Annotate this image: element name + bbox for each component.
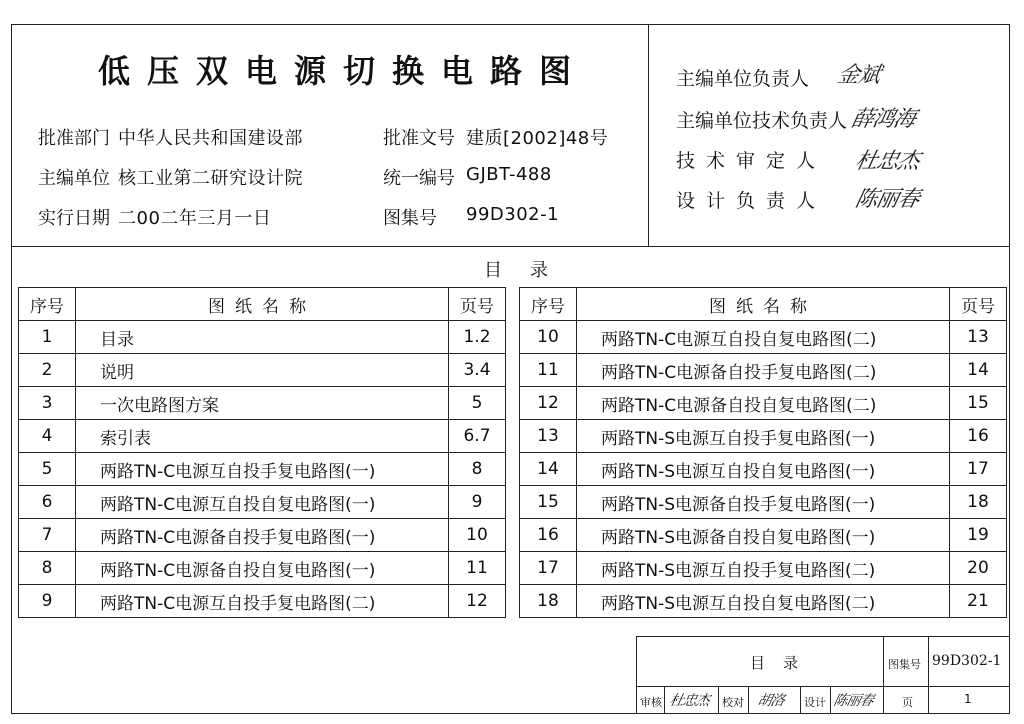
toc-row-page: 18 <box>950 486 1007 519</box>
toc-row-name: 两路TN-C电源备自投自复电路图(一) <box>76 552 449 585</box>
signature-tech: 薛鸿海 <box>848 107 918 132</box>
header-divider <box>11 246 1010 247</box>
table-row <box>520 552 1007 585</box>
approval-doc: 建质[2002]48号 <box>466 128 609 149</box>
title-block-vdivider-2 <box>928 636 929 714</box>
toc-header-page: 页号 <box>950 288 1007 321</box>
title-block-vdivider-6 <box>800 686 801 714</box>
toc-row-index: 11 <box>520 354 577 387</box>
document-title: 低压双电源切换电路图 <box>98 52 589 90</box>
approval-doc-label: 批准文号 <box>383 128 455 149</box>
toc-row-name: 两路TN-C电源互自投手复电路图(一) <box>76 453 449 486</box>
toc-row-page: 8 <box>449 453 506 486</box>
table-row <box>520 453 1007 486</box>
toc-row-index: 10 <box>520 321 577 354</box>
table-row <box>520 321 1007 354</box>
toc-header-row <box>19 288 506 321</box>
toc-row-name: 两路TN-S电源互自投手复电路图(一) <box>577 420 950 453</box>
toc-row-index: 6 <box>19 486 76 519</box>
toc-header-index: 序号 <box>520 288 577 321</box>
table-row <box>520 486 1007 519</box>
toc-row-index: 4 <box>19 420 76 453</box>
table-row <box>520 585 1007 618</box>
toc-row-name: 两路TN-C电源互自投手复电路图(二) <box>76 585 449 618</box>
toc-header-row <box>520 288 1007 321</box>
title-block-vdivider-4 <box>718 686 719 714</box>
toc-row-name: 两路TN-C电源互自投自复电路图(二) <box>577 321 950 354</box>
editor-unit-label: 主编单位 <box>38 168 110 189</box>
toc-row-index: 14 <box>520 453 577 486</box>
table-row <box>520 420 1007 453</box>
title-block-page-number: 1 <box>964 692 972 706</box>
table-row <box>520 519 1007 552</box>
toc-row-index: 2 <box>19 354 76 387</box>
toc-row-name: 目录 <box>76 321 449 354</box>
toc-title: 目录 <box>484 260 576 281</box>
toc-header-name: 图纸名称 <box>577 288 950 321</box>
toc-row-name: 两路TN-C电源备自投手复电路图(二) <box>577 354 950 387</box>
toc-row-page: 15 <box>950 387 1007 420</box>
toc-row-page: 10 <box>449 519 506 552</box>
title-block-design-signature: 陈丽春 <box>832 693 875 709</box>
toc-row-page: 17 <box>950 453 1007 486</box>
title-block-check-label: 校对 <box>722 696 744 709</box>
toc-row-index: 15 <box>520 486 577 519</box>
toc-row-name: 索引表 <box>76 420 449 453</box>
toc-row-name: 两路TN-S电源备自投手复电路图(一) <box>577 486 950 519</box>
toc-row-page: 21 <box>950 585 1007 618</box>
responsible-label-design: 设计负责人 <box>676 190 827 212</box>
toc-row-name: 两路TN-C电源备自投手复电路图(一) <box>76 519 449 552</box>
toc-header-name: 图纸名称 <box>76 288 449 321</box>
toc-row-name: 两路TN-S电源备自投自复电路图(一) <box>577 519 950 552</box>
toc-row-page: 11 <box>449 552 506 585</box>
title-block-divider <box>636 686 1010 687</box>
responsible-label-tech: 主编单位技术负责人 <box>676 110 848 132</box>
title-block-vdivider-5 <box>748 686 749 714</box>
toc-row-page: 9 <box>449 486 506 519</box>
toc-row-name: 说明 <box>76 354 449 387</box>
toc-row-name: 两路TN-S电源互自投自复电路图(一) <box>577 453 950 486</box>
toc-table-right <box>519 287 1007 618</box>
table-row <box>19 321 506 354</box>
responsible-label-chief: 主编单位负责人 <box>676 68 810 90</box>
toc-row-index: 18 <box>520 585 577 618</box>
atlas-number: 99D302-1 <box>466 204 560 225</box>
signature-review: 杜忠杰 <box>852 149 922 174</box>
serial-label: 统一编号 <box>383 168 455 189</box>
toc-row-page: 3.4 <box>449 354 506 387</box>
approval-dept-label: 批准部门 <box>38 128 110 149</box>
toc-row-index: 17 <box>520 552 577 585</box>
title-block-vdivider-3 <box>664 686 665 714</box>
toc-row-page: 16 <box>950 420 1007 453</box>
toc-row-index: 9 <box>19 585 76 618</box>
toc-row-name: 两路TN-S电源互自投自复电路图(二) <box>577 585 950 618</box>
toc-row-name: 两路TN-C电源备自投自复电路图(二) <box>577 387 950 420</box>
toc-row-name: 两路TN-C电源互自投自复电路图(一) <box>76 486 449 519</box>
approval-dept: 中华人民共和国建设部 <box>118 128 303 149</box>
toc-row-index: 5 <box>19 453 76 486</box>
table-row <box>19 453 506 486</box>
table-row <box>19 519 506 552</box>
toc-header-page: 页号 <box>449 288 506 321</box>
serial-number: GJBT-488 <box>466 164 552 185</box>
title-block-atlas-label: 图集号 <box>888 658 921 671</box>
toc-row-page: 12 <box>449 585 506 618</box>
table-row <box>520 354 1007 387</box>
title-block-check-signature: 胡洛 <box>756 693 786 709</box>
table-row <box>19 486 506 519</box>
toc-row-index: 3 <box>19 387 76 420</box>
signature-chief: 金斌 <box>834 63 883 88</box>
title-block-atlas-number: 99D302-1 <box>932 653 1002 669</box>
table-row <box>19 420 506 453</box>
editor-unit: 核工业第二研究设计院 <box>118 168 303 189</box>
toc-row-page: 13 <box>950 321 1007 354</box>
effective-date: 二00二年三月一日 <box>118 208 272 229</box>
toc-row-page: 14 <box>950 354 1007 387</box>
toc-row-page: 5 <box>449 387 506 420</box>
toc-row-index: 16 <box>520 519 577 552</box>
toc-row-page: 1.2 <box>449 321 506 354</box>
toc-row-index: 13 <box>520 420 577 453</box>
toc-row-name: 两路TN-S电源互自投手复电路图(二) <box>577 552 950 585</box>
toc-row-page: 20 <box>950 552 1007 585</box>
toc-row-name: 一次电路图方案 <box>76 387 449 420</box>
title-block-vdivider-1 <box>883 636 884 714</box>
atlas-label: 图集号 <box>383 208 437 229</box>
table-row <box>19 354 506 387</box>
toc-row-index: 7 <box>19 519 76 552</box>
toc-row-index: 8 <box>19 552 76 585</box>
title-block-page-label: 页 <box>902 696 913 709</box>
toc-left-body <box>19 321 506 618</box>
signature-design: 陈丽春 <box>852 187 922 212</box>
toc-header-index: 序号 <box>19 288 76 321</box>
toc-table-left <box>18 287 506 618</box>
title-block-design-label: 设计 <box>804 696 826 709</box>
title-block-review-label: 审核 <box>640 696 662 709</box>
title-block-sheet-title: 目录 <box>750 654 817 672</box>
toc-right-body <box>520 321 1007 618</box>
effective-date-label: 实行日期 <box>38 208 110 229</box>
toc-row-index: 12 <box>520 387 577 420</box>
table-row <box>19 387 506 420</box>
table-row <box>19 585 506 618</box>
toc-row-page: 6.7 <box>449 420 506 453</box>
toc-row-page: 19 <box>950 519 1007 552</box>
toc-row-index: 1 <box>19 321 76 354</box>
title-block-review-signature: 杜忠杰 <box>668 693 711 709</box>
responsible-label-review: 技术审定人 <box>676 150 827 172</box>
table-row <box>520 387 1007 420</box>
header-vertical-divider <box>648 24 649 246</box>
table-row <box>19 552 506 585</box>
